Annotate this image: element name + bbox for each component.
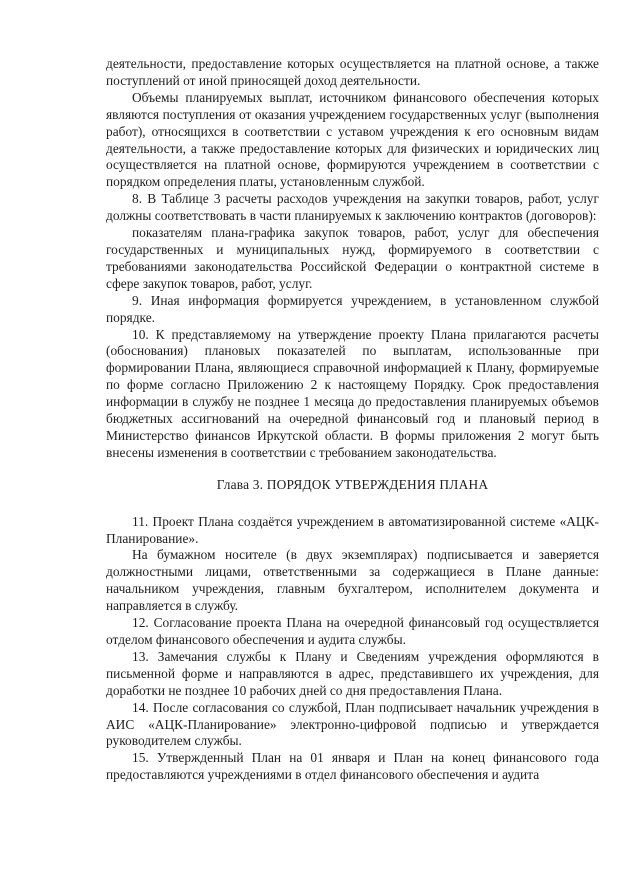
paragraph-payment-volumes: Объемы планируемых выплат, источником финансового обеспечения которых являются поступления от оказания учреждением государственных услуг (выполнения работ), относящихся в соответствии с уставом учреждения к его основным видам деятельности, а также предоставление которых для физических и юридических лиц осуществляется на платной основе, формируются учреждением в соответствии с порядком определения платы, установленным службой. — [106, 89, 599, 190]
paragraph-item-10: 10. К представляемому на утверждение проекту Плана прилагаются расчеты (обоснования) плановых показателей по выплатам, использованные при формировании Плана, являющиеся справочной информацией к Плану, формируемые по форме согласно Приложению 2 к настоящему Порядку. Срок предоставления информации в службу не позднее 1 месяца до предоставления планируемых объемов бюджетных ассигнований на очередной финансовый год и плановый период в Министерство финансов Иркутской области. В формы приложения 2 могут быть внесены изменения в соответствии с требованием законодательства. — [106, 326, 599, 460]
paragraph-item-8: 8. В Таблице 3 расчеты расходов учреждения на закупки товаров, работ, услуг должны соответствовать в части планируемых к заключению контрактов (договоров): — [106, 191, 599, 224]
paragraph-item-11: 11. Проект Плана создаётся учреждением в автоматизированной системе «АЦК-Планирование». — [106, 513, 599, 546]
paragraph-item-12: 12. Согласование проекта Плана на очередной финансовый год осуществляется отделом финансового обеспечения и аудита службы. — [106, 615, 599, 647]
paragraph-item-13: 13. Замечания службы к Плану и Сведениям учреждения оформляются в письменной форме и направляются в адрес, представившего их учреждения, для доработки не позднее 10 рабочих дней со дня предоставления Плана. — [106, 648, 599, 698]
paragraph-item-11-detail: На бумажном носителе (в двух экземплярах) подписывается и заверяется должностными лицами, ответственными за содержащиеся в Плане данные: начальником учреждения, главным бухгалтером, исполнителем документа и направляется в службу. — [106, 547, 599, 614]
paragraph-item-14: 14. После согласования со службой, План подписывает начальник учреждения в АИС «АЦК-Планирование» электронно-цифровой подписью и утверждается руководителем службы. — [106, 699, 599, 749]
paragraph-continuation: деятельности, предоставление которых осуществляется на платной основе, а также поступлений от иной приносящей доход деятельности. — [106, 56, 599, 88]
document-body — [106, 56, 599, 784]
paragraph-item-15: 15. Утвержденный План на 01 января и План на конец финансового года предоставляются учреждениями в отдел финансового обеспечения и аудита — [106, 750, 599, 783]
paragraph-item-8-detail: показателям плана-графика закупок товаров, работ, услуг для обеспечения государственных и муниципальных нужд, формируемого в соответствии с требованиями законодательства Российской Федерации о контрактной системе в сфере закупок товаров, работ, услуг. — [106, 225, 599, 291]
paragraph-item-9: 9. Иная информация формируется учреждением, в установленном службой порядке. — [106, 292, 599, 325]
chapter-heading: Глава 3. ПОРЯДОК УТВЕРЖДЕНИЯ ПЛАНА — [216, 476, 489, 492]
